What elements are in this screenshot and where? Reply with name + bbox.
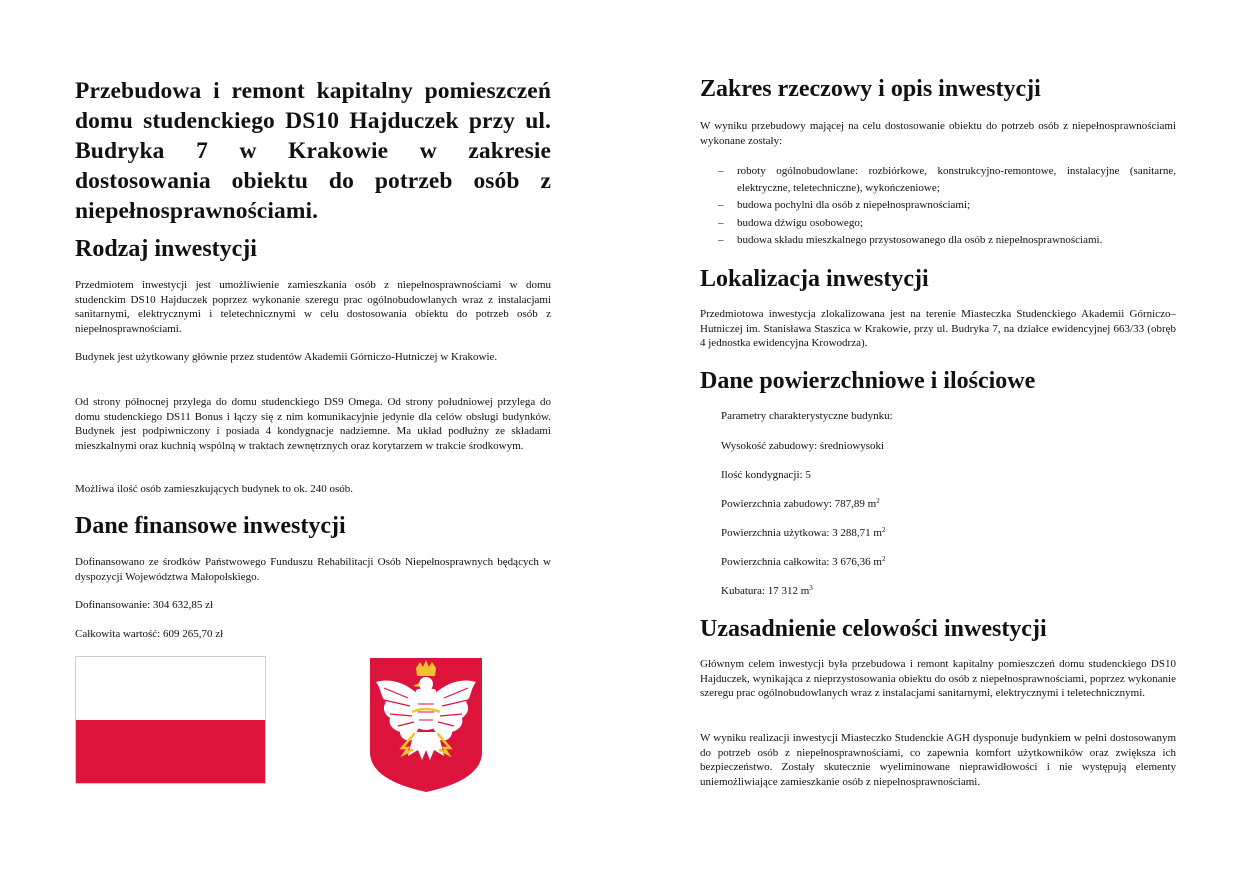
polish-flag-image [75,656,266,784]
zakres-intro: W wyniku przebudowy mającej na celu dostosowanie obiektu do potrzeb osób z niepełnosprawnościami wykonane zostały: [700,120,1176,147]
parametry-label: Parametry charakterystyczne budynku: [721,410,893,422]
rodzaj-paragraph-2: Budynek jest użytkowany głównie przez studentów Akademii Górniczo-Hutniczej w Krakowie. [75,351,498,363]
finanse-heading: Dane finansowe inwestycji [75,513,346,539]
kubatura-value: Kubatura: 17 312 $m^3$ [721,584,813,597]
zakres-list [718,163,1176,249]
wysokosc-value: Wysokość zabudowy: średniowysoki [721,440,885,452]
list-item: – roboty ogólnobudowlane: rozbiórkowe, konstrukcyjno-remontowe, instalacyjne (sanitarne, elektryczne, teletechniczne), wykończeniowe; [718,165,1176,195]
finanse-paragraph: Dofinansowano ze środków Państwowego Funduszu Rehabilitacji Osób Niepełnosprawnych będących w dyspozycji Województwa Małopolskiego. [75,556,551,583]
flag-white-stripe [76,657,265,720]
rodzaj-paragraph-4: Możliwa ilość osób zamieszkujących budynek to ok. 240 osób. [75,483,354,495]
uzasadnienie-paragraph-1: Głównym celem inwestycji była przebudowa i remont kapitalny pomieszczeń domu studenckiego DS10 Hajduczek, wynikająca z nieprzystosowania obiektu do osób z niepełnosprawnościami, poprzez wykonanie szeregu prac ogólnobudowlanych wraz z instalacjami sanitarnymi, elektrycznymi i teletechnicznymi. [700,658,1176,699]
page-title: Przebudowa i remont kapitalny pomieszczeń domu studenckiego DS10 Hajduczek przy ul. Budryka 7 w Krakowie w zakresie dostosowania obiektu do potrzeb osób z niepełnosprawnościami. [75,78,551,224]
uzasadnienie-paragraph-2: W wyniku realizacji inwestycji Miasteczko Studenckie AGH dysponuje budynkiem w pełni dostosowanym do potrzeb osób z niepełnosprawnościami, co zapewnia komfort użytkowników oraz zwiększa ich bezpieczeństwo. Zostały skutecznie wyeliminowane nieprawidłowości i nie występują elementy uniemożliwiające zamieszkanie osób z niepełnosprawnościami. [700,732,1176,788]
lokalizacja-heading: Lokalizacja inwestycji [700,266,929,292]
dane-heading: Dane powierzchniowe i ilościowe [700,368,1036,394]
list-item: – budowa składu mieszkalnego przystosowanego dla osób z niepełnosprawnościami. [718,233,1103,246]
pow-calkowita-value: Powierzchnia całkowita: 3 676,36 $m^2$ [721,555,886,568]
rodzaj-heading: Rodzaj inwestycji [75,236,257,262]
flag-red-stripe [76,720,265,783]
pow-zabudowy-value: Powierzchnia zabudowy: 787,89 $m^2$ [721,497,880,510]
list-item: – budowa dźwigu osobowego; [718,216,863,229]
lokalizacja-paragraph: Przedmiotowa inwestycja zlokalizowana jest na terenie Miasteczka Studenckiego Akademii Górniczo–Hutniczej im. Stanisława Staszica w Krakowie, przy ul. Budryka 7, na działce ewidencyjnej 663/33 (obręb 4 jednostka ewidencyjna Krowodrza). [700,308,1176,349]
kondygnacje-value: Ilość kondygnacji: 5 [721,469,811,481]
dofinansowanie-value: Dofinansowanie: 304 632,85 zł [75,599,214,611]
rodzaj-paragraph-3: Od strony północnej przylega do domu studenckiego DS9 Omega. Od strony południowej przylega do domu studenckiego DS11 Bonus i łączy się z nim komunikacyjnie jedynie dla celów obsługi budynków. Budynek jest podpiwniczony i posiada 4 kondygnacje nadziemne. Ma układ podłużny ze składami mieszkalnymi oraz kuchnią wspólną w traktach zewnętrznych oraz korytarzem w trakcie środkowym. [75,396,551,452]
uzasadnienie-heading: Uzasadnienie celowości inwestycji [700,616,1047,642]
zakres-heading: Zakres rzeczowy i opis inwestycji [700,76,1041,102]
rodzaj-paragraph-1: Przedmiotem inwestycji jest umożliwienie zamieszkania osób z niepełnosprawnościami w domu studenckim DS10 Hajduczek poprzez wykonanie szeregu prac ogólnobudowlanych wraz z instalacjami sanitarnymi, elektrycznymi i teletechnicznymi w celu dostosowania obiektu do potrzeb osób z niepełnosprawnościami. [75,279,551,335]
list-item: – budowa pochylni dla osób z niepełnosprawnościami; [718,199,971,212]
pow-uzytkowa-value: Powierzchnia użytkowa: 3 288,71 $m^2$ [721,526,886,539]
calkowita-wartosc-value: Całkowita wartość: 609 265,70 zł [75,628,224,640]
polish-eagle-emblem-icon [368,656,484,794]
